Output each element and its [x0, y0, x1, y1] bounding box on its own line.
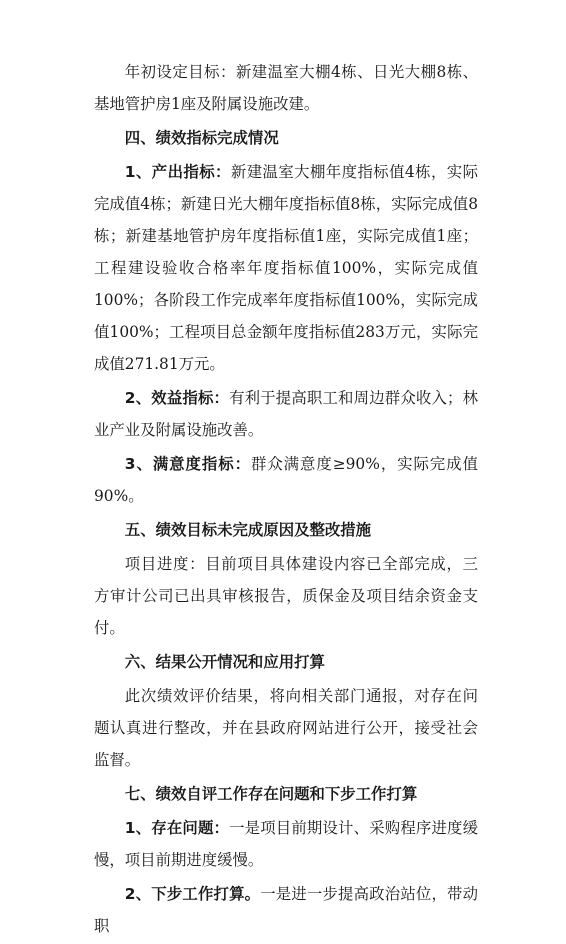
problems-lead: 1、存在问题：	[124, 819, 230, 837]
goal-paragraph: 年初设定目标：新建温室大棚4栋、日光大棚8栋、基地管护房1座及附属设施改建。	[94, 63, 478, 113]
problems-text: 一是项目前期设计、采购程序进度缓慢，项目前期进度缓慢。	[94, 819, 478, 869]
output-indicator-text: 新建温室大棚年度指标值4栋，实际完成值4栋；新建日光大棚年度指标值8栋，实际完成值8栋；新建基地管护房年度指标值1座，实际完成值1座；工程建设验收合格率年度指标值100%，实际完成值100%；各阶段工作完成率年度指标值100%，实际完成值100%；工程项目总金额年度指标值283万元，实际完成值271.81万元。	[94, 163, 478, 373]
problems-paragraph	[94, 812, 478, 876]
output-indicator-lead: 1、产出指标：	[124, 163, 231, 181]
satisfaction-indicator-lead: 3、满意度指标：	[124, 455, 251, 473]
benefit-indicator-text: 有利于提高职工和周边群众收入；林业产业及附属设施改善。	[94, 389, 478, 439]
satisfaction-indicator-text: 群众满意度≥90%，实际完成值90%。	[94, 455, 478, 505]
benefit-indicator-paragraph	[94, 382, 478, 446]
output-indicator-paragraph	[94, 156, 478, 380]
progress-paragraph: 项目进度：目前项目具体建设内容已全部完成，三方审计公司已出具审核报告，质保金及项目结余资金支付。	[94, 555, 478, 637]
next-steps-paragraph	[94, 878, 478, 942]
section-heading-7: 七、绩效自评工作存在问题和下步工作打算	[124, 785, 418, 803]
satisfaction-indicator-paragraph	[94, 448, 478, 512]
next-steps-text: 一是进一步提高政治站位，带动职	[94, 885, 478, 935]
section-heading-5: 五、绩效目标未完成原因及整改措施	[124, 521, 372, 539]
document-body	[94, 56, 478, 944]
section-heading-4: 四、绩效指标完成情况	[124, 129, 279, 147]
publication-paragraph: 此次绩效评价结果，将向相关部门通报，对存在问题认真进行整改，并在县政府网站进行公开，接受社会监督。	[94, 687, 478, 769]
section-heading-6: 六、结果公开情况和应用打算	[124, 653, 325, 671]
benefit-indicator-lead: 2、效益指标：	[124, 389, 230, 407]
next-steps-lead: 2、下步工作打算。	[124, 885, 261, 903]
